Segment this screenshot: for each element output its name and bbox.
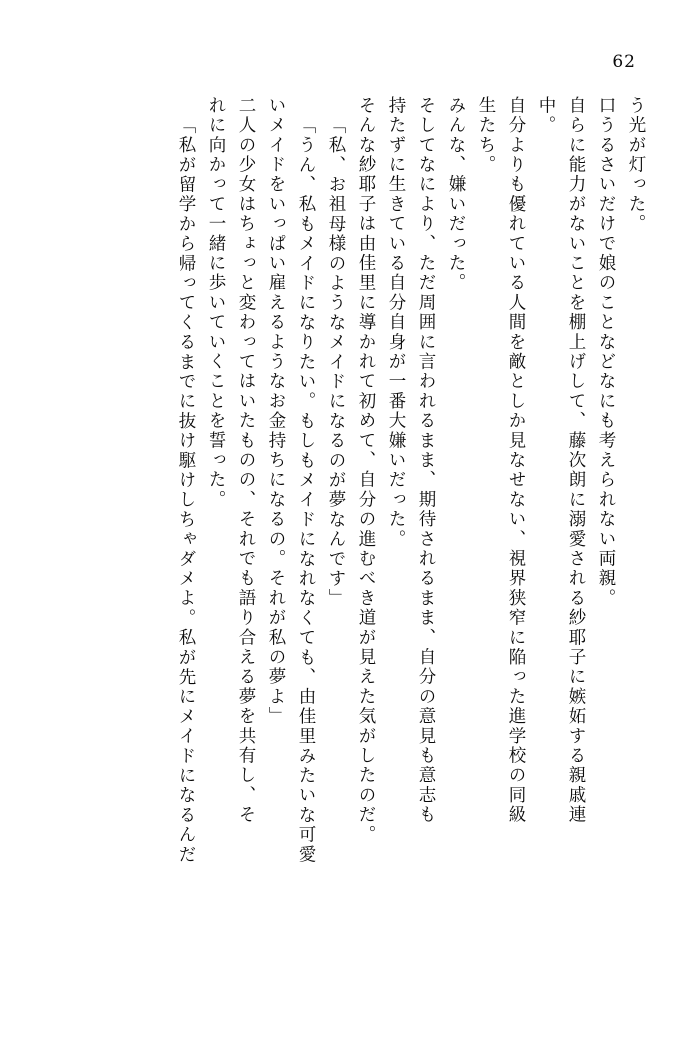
page-text-body <box>52 96 644 990</box>
text-column: 持たずに生きている自分自身が一番大嫌いだった。 <box>386 96 406 550</box>
text-column: う光が灯った。 <box>626 96 646 234</box>
text-column: 自らに能力がないことを棚上げして、藤次朗に溺愛される紗耶子に嫉妬する親戚連 <box>566 96 586 825</box>
page-number: 62 <box>612 52 636 72</box>
text-column: れに向かって一緒に歩いていくことを誓った。 <box>206 96 226 510</box>
text-column: 「私が留学から帰ってくるまでに抜け駆けしちゃダメよ。私が先にメイドになるんだ <box>176 116 196 865</box>
text-column: 「うん、私もメイドになりたい。もしもメイドになれなくても、由佳里みたいな可愛 <box>296 116 316 865</box>
text-column: 口うるさいだけで娘のことなどなにも考えられない両親。 <box>596 96 616 609</box>
text-column: そしてなにより、ただ周囲に言われるまま、期待されるまま、自分の意見も意志も <box>416 96 436 825</box>
text-column: 二人の少女はちょっと変わってはいたものの、それでも語り合える夢を共有し、そ <box>236 96 256 825</box>
text-column: 中。 <box>536 96 556 136</box>
text-column: みんな、嫌いだった。 <box>446 96 466 293</box>
text-column: 生たち。 <box>476 96 496 175</box>
text-column: 「私、お祖母様のようなメイドになるのが夢なんです」 <box>326 116 346 609</box>
text-column: そんな紗耶子は由佳里に導かれて初めて、自分の進むべき道が見えた気がしたのだ。 <box>356 96 376 845</box>
text-column: 自分よりも優れている人間を敵としか見なせない、視界狭窄に陥った進学校の同級 <box>506 96 526 825</box>
text-column: いメイドをいっぱい雇えるようなお金持ちになるの。それが私の夢よ」 <box>266 96 286 727</box>
